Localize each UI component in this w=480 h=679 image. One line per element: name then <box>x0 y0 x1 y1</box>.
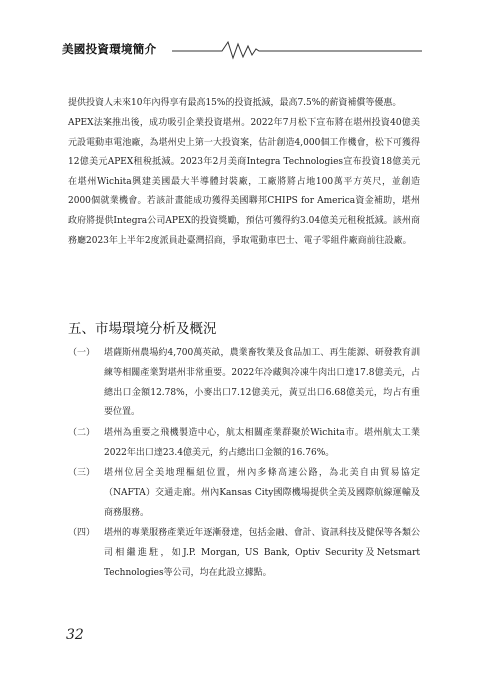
list-item-text: 堪州位居全美地理樞紐位置，州內多條高速公路，為北美自由貿易協定（NAFTA）交通走廊。州內Kansas City國際機場提供全美及國際航線運輸及商務服務。 <box>104 468 420 518</box>
list-item <box>68 344 420 423</box>
intro-paragraph-2: APEX法案推出後，成功吸引企業投資堪州。2022年7月松下宣布將在堪州投資40億美元設電動車電池廠，為堪州史上第一大投資案，估計創造4,000個工作機會，松下可獲得12億美元APEX租稅抵減。2023年2月美商Integra Technologies宣布投資18億美元在堪州Wichita興建美國最大半導體封裝廠，工廠將將占地100萬平方英尺，並創造2000個就業機會。若該計畫能成功獲得美國聯邦CHIPS for America資金補助，堪州政府將提供Integra公司APEX的投資獎勵，預估可獲得約3.04億美元租稅抵減。該州商務廳2023年上半年2度派員赴臺灣招商，爭取電動車巴士、電子零組件廠商前往設廠。 <box>68 118 420 246</box>
section-title: 五、市場環境分析及概況 <box>68 321 217 337</box>
list-item-label: （四） <box>68 528 96 538</box>
page-number: 32 <box>66 627 84 643</box>
list-item-label: （一） <box>68 348 96 358</box>
running-header <box>62 38 422 62</box>
list-item-text: 堪州為重要之飛機製造中心，航太相關產業群聚於Wichita市。堪州航太工業2022年出口達23.4億美元，約占總出口金額的16.76%。 <box>104 428 420 458</box>
list-item <box>68 424 420 464</box>
list-item <box>68 524 420 583</box>
intro-paragraph-1: 提供投資人未來10年內得享有最高15%的投資抵減，最高7.5%的薪資補償等優惠。 <box>68 98 402 108</box>
list-item-text: 堪薩斯州農場約4,700萬英畝，農業畜牧業及食品加工、再生能源、研發教育訓練等相關產業對堪州非常重要。2022年冷藏與冷凍牛肉出口達17.8億美元，占總出口金額12.78%，小麥出口7.12億美元，黃豆出口6.68億美元，均占有重要位置。 <box>104 348 420 418</box>
list-item <box>68 464 420 523</box>
list-item-label: （二） <box>68 428 96 438</box>
list-item-text: 堪州的專業服務產業近年逐漸發達，包括金融、會計、資訊科技及健保等各類公司相繼進駐，如J.P. Morgan, US Bank, Optiv Security及Netsmart Technologies等公司，均在此設立據點。 <box>104 528 420 578</box>
list-item-label: （三） <box>68 468 96 478</box>
header-title: 美國投資環境簡介 <box>62 42 157 56</box>
